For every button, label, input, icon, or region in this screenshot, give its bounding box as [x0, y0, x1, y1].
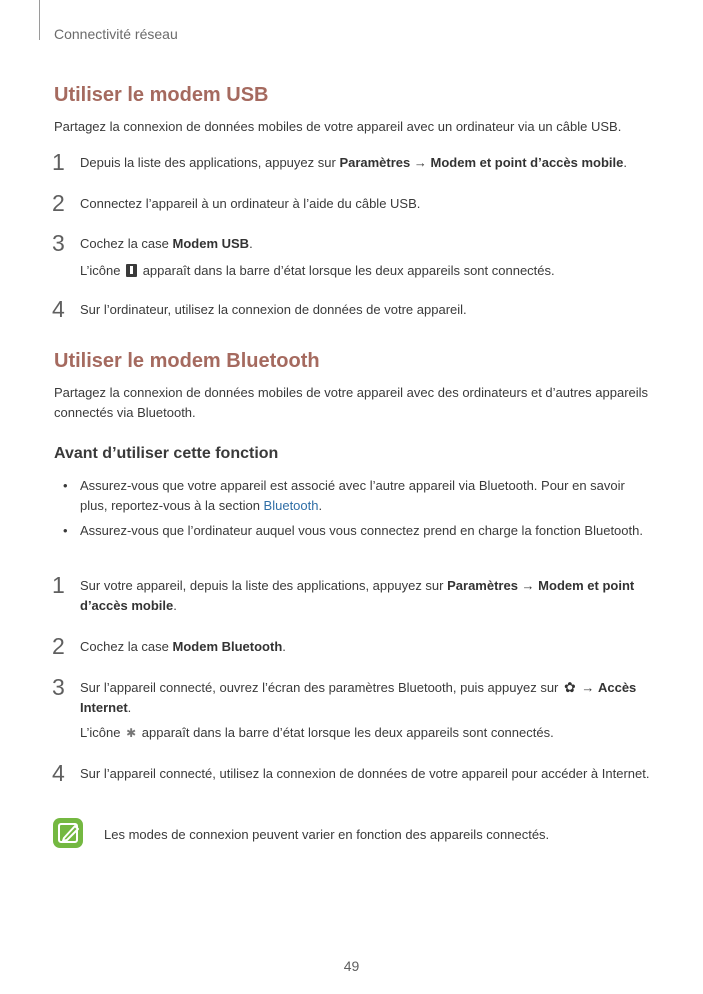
bullet-dot: • — [63, 523, 68, 538]
bt-step-number-4: 4 — [52, 760, 65, 786]
bt-bullet-2: Assurez-vous que l’ordinateur auquel vous vous connectez prend en charge la fonction Bluetooth. — [80, 523, 643, 538]
bt-step-number-3: 3 — [52, 674, 65, 700]
bt-subtitle: Avant d’utiliser cette fonction — [54, 445, 279, 462]
usb-step-number-2: 2 — [52, 190, 65, 216]
bt-step-3: Sur l’appareil connecté, ouvrez l’écran des paramètres Bluetooth, puis appuyez sur ✿ → Accès Internet. — [80, 679, 637, 715]
usb-step-3-note: L’icône apparaît dans la barre d’état lorsque les deux appareils sont connectés. — [80, 263, 555, 278]
bt-bullet-1: Assurez-vous que votre appareil est associé avec l’autre appareil via Bluetooth. Pour en savoir plus, reportez-vous à la section Bluetooth. — [80, 478, 625, 513]
usb-step-number-4: 4 — [52, 296, 65, 322]
page-number: 49 — [343, 958, 360, 974]
section-title-bluetooth: Utiliser le modem Bluetooth — [54, 350, 320, 372]
bt-step-4: Sur l’appareil connecté, utilisez la connexion de données de votre appareil pour accéder à Internet. — [80, 766, 650, 781]
bt-step-3-note: L’icône ✱ apparaît dans la barre d’état lorsque les deux appareils sont connectés. — [80, 725, 554, 740]
margin-line — [39, 0, 40, 40]
usb-tethering-icon — [126, 264, 137, 277]
bt-step-2: Cochez la case Modem Bluetooth. — [80, 639, 286, 654]
note-pencil-icon — [53, 818, 83, 848]
bt-step-number-2: 2 — [52, 633, 65, 659]
bluetooth-link[interactable]: Bluetooth — [263, 498, 319, 513]
usb-intro: Partagez la connexion de données mobiles de votre appareil avec un ordinateur via un câble USB. — [54, 119, 622, 134]
bullet-dot: • — [63, 478, 68, 493]
running-header: Connectivité réseau — [54, 26, 178, 42]
bt-intro: Partagez la connexion de données mobiles de votre appareil avec des ordinateurs et d’autres appareils connectés via Bluetooth. — [54, 385, 649, 420]
bt-step-1: Sur votre appareil, depuis la liste des applications, appuyez sur Paramètres → Modem et point d’accès mobile. — [80, 578, 635, 613]
note-text: Les modes de connexion peuvent varier en fonction des appareils connectés. — [104, 827, 550, 842]
usb-step-number-1: 1 — [52, 149, 65, 175]
bt-step-number-1: 1 — [52, 572, 65, 598]
usb-step-number-3: 3 — [52, 230, 65, 256]
bluetooth-tethering-icon: ✱ — [126, 726, 137, 740]
usb-step-4: Sur l’ordinateur, utilisez la connexion de données de votre appareil. — [80, 302, 467, 317]
usb-step-2: Connectez l’appareil à un ordinateur à l’aide du câble USB. — [80, 196, 421, 211]
usb-step-3: Cochez la case Modem USB. — [80, 236, 253, 251]
usb-step-1: Depuis la liste des applications, appuyez sur Paramètres → Modem et point d’accès mobile. — [80, 155, 627, 170]
gear-icon: ✿ — [564, 679, 576, 695]
section-title-usb: Utiliser le modem USB — [54, 84, 269, 106]
